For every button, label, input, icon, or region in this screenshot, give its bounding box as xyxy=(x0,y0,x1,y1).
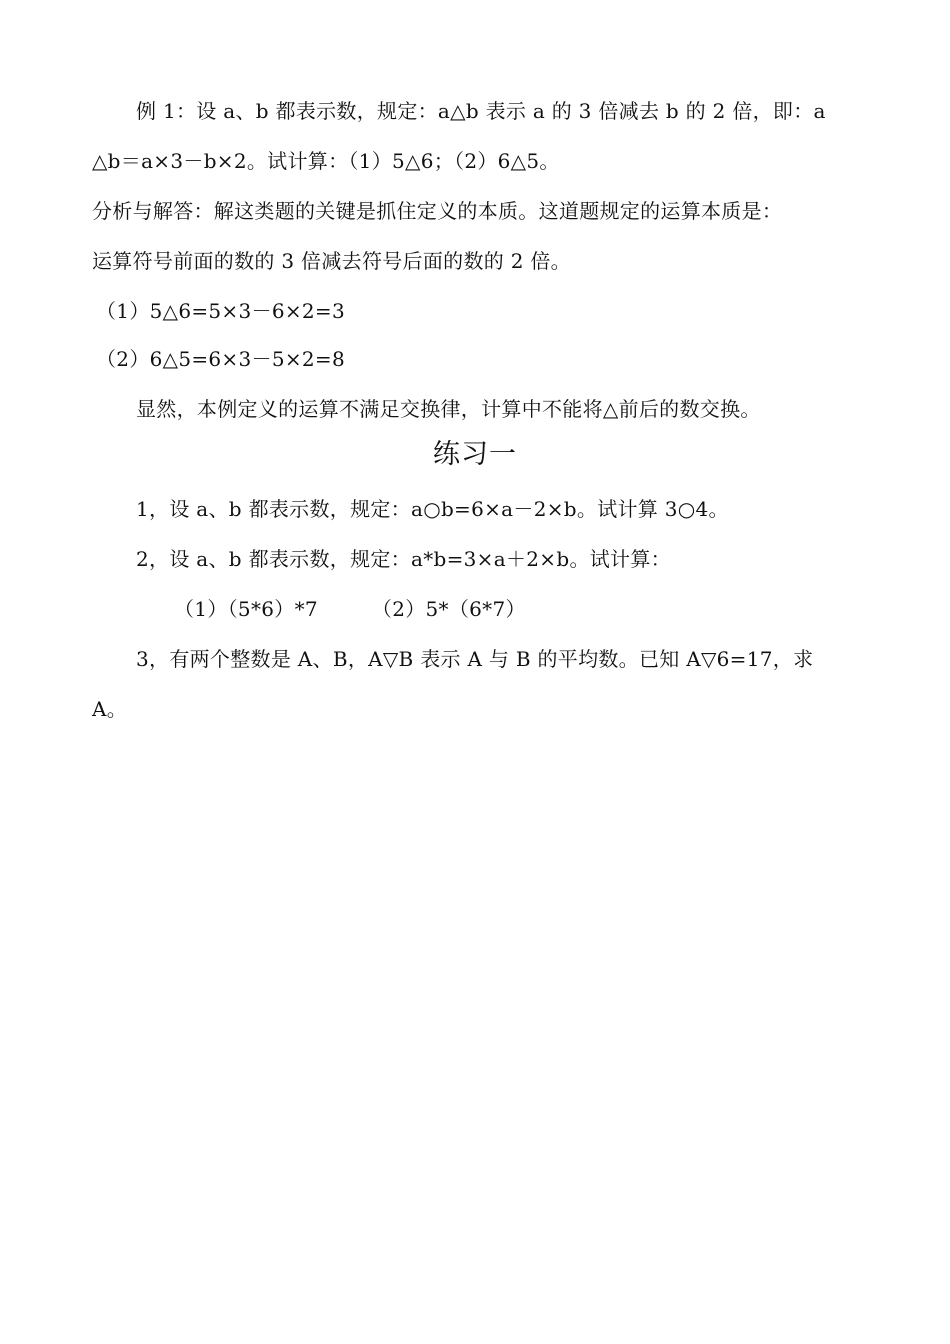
solution-2: （2）6△5=6×3－5×2=8 xyxy=(96,347,346,371)
example-1-statement: 例 1：设 a、b 都表示数，规定：a△b 表示 a 的 3 倍减去 b 的 2 倍，即：a xyxy=(136,99,826,123)
question-2-part-2: （2）5*（6*7） xyxy=(371,597,526,621)
remark-text: 显然，本例定义的运算不满足交换律，计算中不能将△前后的数交换。 xyxy=(136,397,761,421)
exercise-question-1: 1，设 a、b 都表示数，规定：a○b=6×a－2×b。试计算 3○4。 xyxy=(136,497,729,521)
example-1-statement-continued: △b＝a×3－b×2。试计算：（1）5△6；（2）6△5。 xyxy=(92,149,560,173)
question-2-part-1: （1）（5*6）*7 xyxy=(174,597,318,621)
analysis-text-continued: 运算符号前面的数的 3 倍减去符号后面的数的 2 倍。 xyxy=(92,249,571,273)
exercise-question-3: 3，有两个整数是 A、B，A▽B 表示 A 与 B 的平均数。已知 A▽6=17，求 xyxy=(136,647,814,671)
exercise-question-3-continued: A。 xyxy=(92,697,128,721)
analysis-text: 分析与解答：解这类题的关键是抓住定义的本质。这道题规定的运算本质是： xyxy=(92,199,783,223)
exercise-title: 练习一 xyxy=(433,439,517,470)
exercise-question-2-parts xyxy=(174,596,526,622)
solution-1: （1）5△6=5×3－6×2=3 xyxy=(96,299,346,323)
exercise-question-2: 2，设 a、b 都表示数，规定：a*b=3×a＋2×b。试计算： xyxy=(136,547,671,571)
